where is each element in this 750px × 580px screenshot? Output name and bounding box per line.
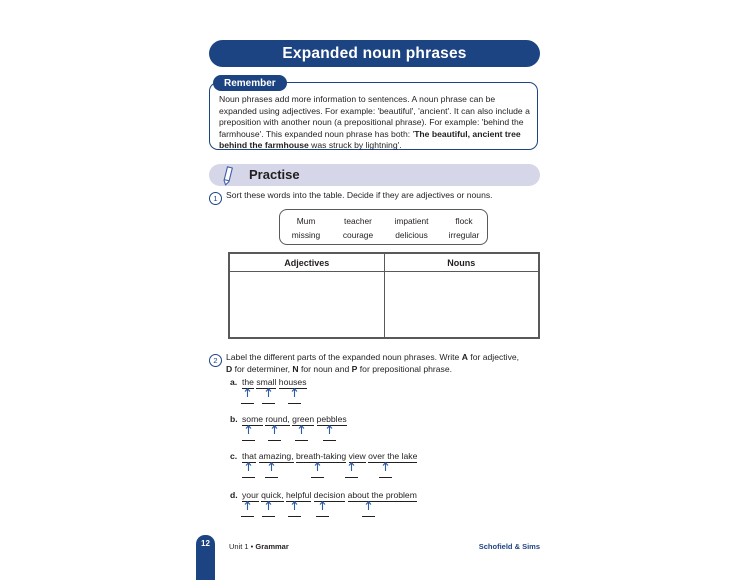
- page-title: Expanded noun phrases: [282, 44, 467, 62]
- up-arrow-icon: [348, 462, 355, 471]
- question-2-line1-a: Label the different parts of the expanded noun phrases. Write: [226, 352, 462, 362]
- up-arrow-icon: [326, 425, 333, 434]
- underlined-word: helpful: [285, 490, 312, 500]
- word-bank-row-1: [280, 216, 489, 226]
- underlined-word: decision: [313, 490, 346, 500]
- word-bank-item: courage: [342, 230, 374, 240]
- answer-line[interactable]: [242, 440, 255, 441]
- question-2-code-d: D: [226, 363, 233, 374]
- answer-line[interactable]: [316, 516, 329, 517]
- underlined-word: over the lake: [368, 451, 418, 461]
- word-bank-box: [279, 209, 488, 245]
- remember-text-part2: was struck by lightning'.: [308, 140, 402, 151]
- up-arrow-icon: [265, 388, 272, 397]
- underlined-word: round,: [265, 414, 290, 424]
- answer-line[interactable]: [362, 516, 375, 517]
- footer-unit-prefix: Unit 1 •: [229, 542, 256, 551]
- answer-line[interactable]: [295, 440, 308, 441]
- page-title-banner: [209, 40, 540, 67]
- remember-text-part1: Noun phrases add more information to sentences. A noun phrase can be expanded using adjectives. For example: 'beautiful', 'ancient'. It can also include a preposition with another noun (a prepositional phrase). For example: 'behind the farmhouse'. This expanded noun phrase has both: ': [219, 94, 530, 139]
- up-arrow-icon: [271, 425, 278, 434]
- word-bank-item: flock: [455, 216, 473, 226]
- page-number-tab: [196, 535, 215, 580]
- word-bank-item: delicious: [395, 230, 428, 240]
- answer-line[interactable]: [241, 516, 254, 517]
- up-arrow-icon: [298, 425, 305, 434]
- question-2-line2-d: for noun and: [298, 363, 352, 374]
- answer-line[interactable]: [288, 516, 301, 517]
- table-row: [230, 272, 539, 338]
- item-words-b: [242, 414, 347, 424]
- word-bank-item: irregular: [448, 230, 480, 240]
- question-1-number: 1: [209, 192, 222, 205]
- question-2-line1-c: for adjective,: [467, 352, 520, 362]
- word-bank-item: impatient: [394, 216, 429, 226]
- question-2-number: 2: [209, 354, 222, 367]
- underlined-word: quick,: [261, 490, 284, 500]
- item-words-c: [242, 451, 417, 461]
- word-bank-row-2: [280, 230, 489, 240]
- question-2-line2-f: for prepositional phrase.: [357, 363, 452, 374]
- up-arrow-icon: [244, 501, 251, 510]
- up-arrow-icon: [365, 501, 372, 510]
- word-bank-item: missing: [291, 230, 321, 240]
- underlined-word: some: [242, 414, 264, 424]
- table-cell-adjectives-answer[interactable]: [230, 272, 385, 338]
- page-number: 12: [201, 539, 210, 548]
- underlined-word: that: [242, 451, 257, 461]
- table-header-adjectives: Adjectives: [230, 254, 385, 272]
- remember-text-bold: The beautiful, ancient tree behind the farmhouse: [219, 128, 521, 151]
- table-cell-nouns-answer[interactable]: [384, 272, 539, 338]
- answer-line[interactable]: [242, 477, 255, 478]
- up-arrow-icon: [268, 462, 275, 471]
- underlined-word: green: [292, 414, 315, 424]
- up-arrow-icon: [244, 388, 251, 397]
- answer-line[interactable]: [265, 477, 278, 478]
- underlined-word: the: [242, 377, 254, 387]
- up-arrow-icon: [291, 388, 298, 397]
- footer-unit: [229, 542, 289, 551]
- up-arrow-icon: [265, 501, 272, 510]
- footer-brand: Schofield & Sims: [478, 542, 540, 551]
- remember-body-text: [219, 94, 530, 152]
- question-2-line2-b: for determiner,: [232, 363, 293, 374]
- up-arrow-icon: [245, 425, 252, 434]
- question-2-text: [226, 352, 546, 375]
- underlined-word: view: [348, 451, 366, 461]
- answer-line[interactable]: [345, 477, 358, 478]
- question-2-code-a: A: [461, 352, 468, 362]
- answer-line[interactable]: [288, 403, 301, 404]
- practise-label: Practise: [249, 167, 300, 182]
- word-bank-item: Mum: [296, 216, 316, 226]
- underlined-word: your: [242, 490, 259, 500]
- answer-line[interactable]: [323, 440, 336, 441]
- question-1-text: Sort these words into the table. Decide if they are adjectives or nouns.: [226, 190, 493, 200]
- remember-badge: [213, 75, 287, 91]
- item-letter-c: c.: [230, 451, 238, 461]
- underlined-word: about the problem: [347, 490, 417, 500]
- underlined-word: small: [256, 377, 277, 387]
- table-header-row: [230, 254, 539, 272]
- answer-line[interactable]: [311, 477, 324, 478]
- answer-line[interactable]: [268, 440, 281, 441]
- table-header-nouns: Nouns: [384, 254, 539, 272]
- up-arrow-icon: [319, 501, 326, 510]
- item-words-a: [242, 377, 307, 387]
- underlined-word: breath-taking: [296, 451, 347, 461]
- up-arrow-icon: [314, 462, 321, 471]
- answer-line[interactable]: [262, 403, 275, 404]
- underlined-word: houses: [278, 377, 307, 387]
- footer-unit-subject: Grammar: [255, 542, 289, 551]
- question-2-code-n: N: [292, 363, 299, 374]
- answer-line[interactable]: [379, 477, 392, 478]
- pencil-icon: [215, 164, 239, 190]
- item-letter-d: d.: [230, 490, 238, 500]
- question-2-code-p: P: [351, 363, 358, 374]
- answer-line[interactable]: [262, 516, 275, 517]
- up-arrow-icon: [382, 462, 389, 471]
- item-words-d: [242, 490, 417, 500]
- item-letter-b: b.: [230, 414, 238, 424]
- underlined-word: pebbles: [316, 414, 347, 424]
- underlined-word: amazing,: [258, 451, 294, 461]
- up-arrow-icon: [291, 501, 298, 510]
- word-bank-item: teacher: [344, 216, 372, 226]
- sort-table: [228, 252, 540, 339]
- up-arrow-icon: [245, 462, 252, 471]
- remember-badge-label: Remember: [224, 77, 276, 89]
- item-letter-a: a.: [230, 377, 238, 387]
- answer-line[interactable]: [241, 403, 254, 404]
